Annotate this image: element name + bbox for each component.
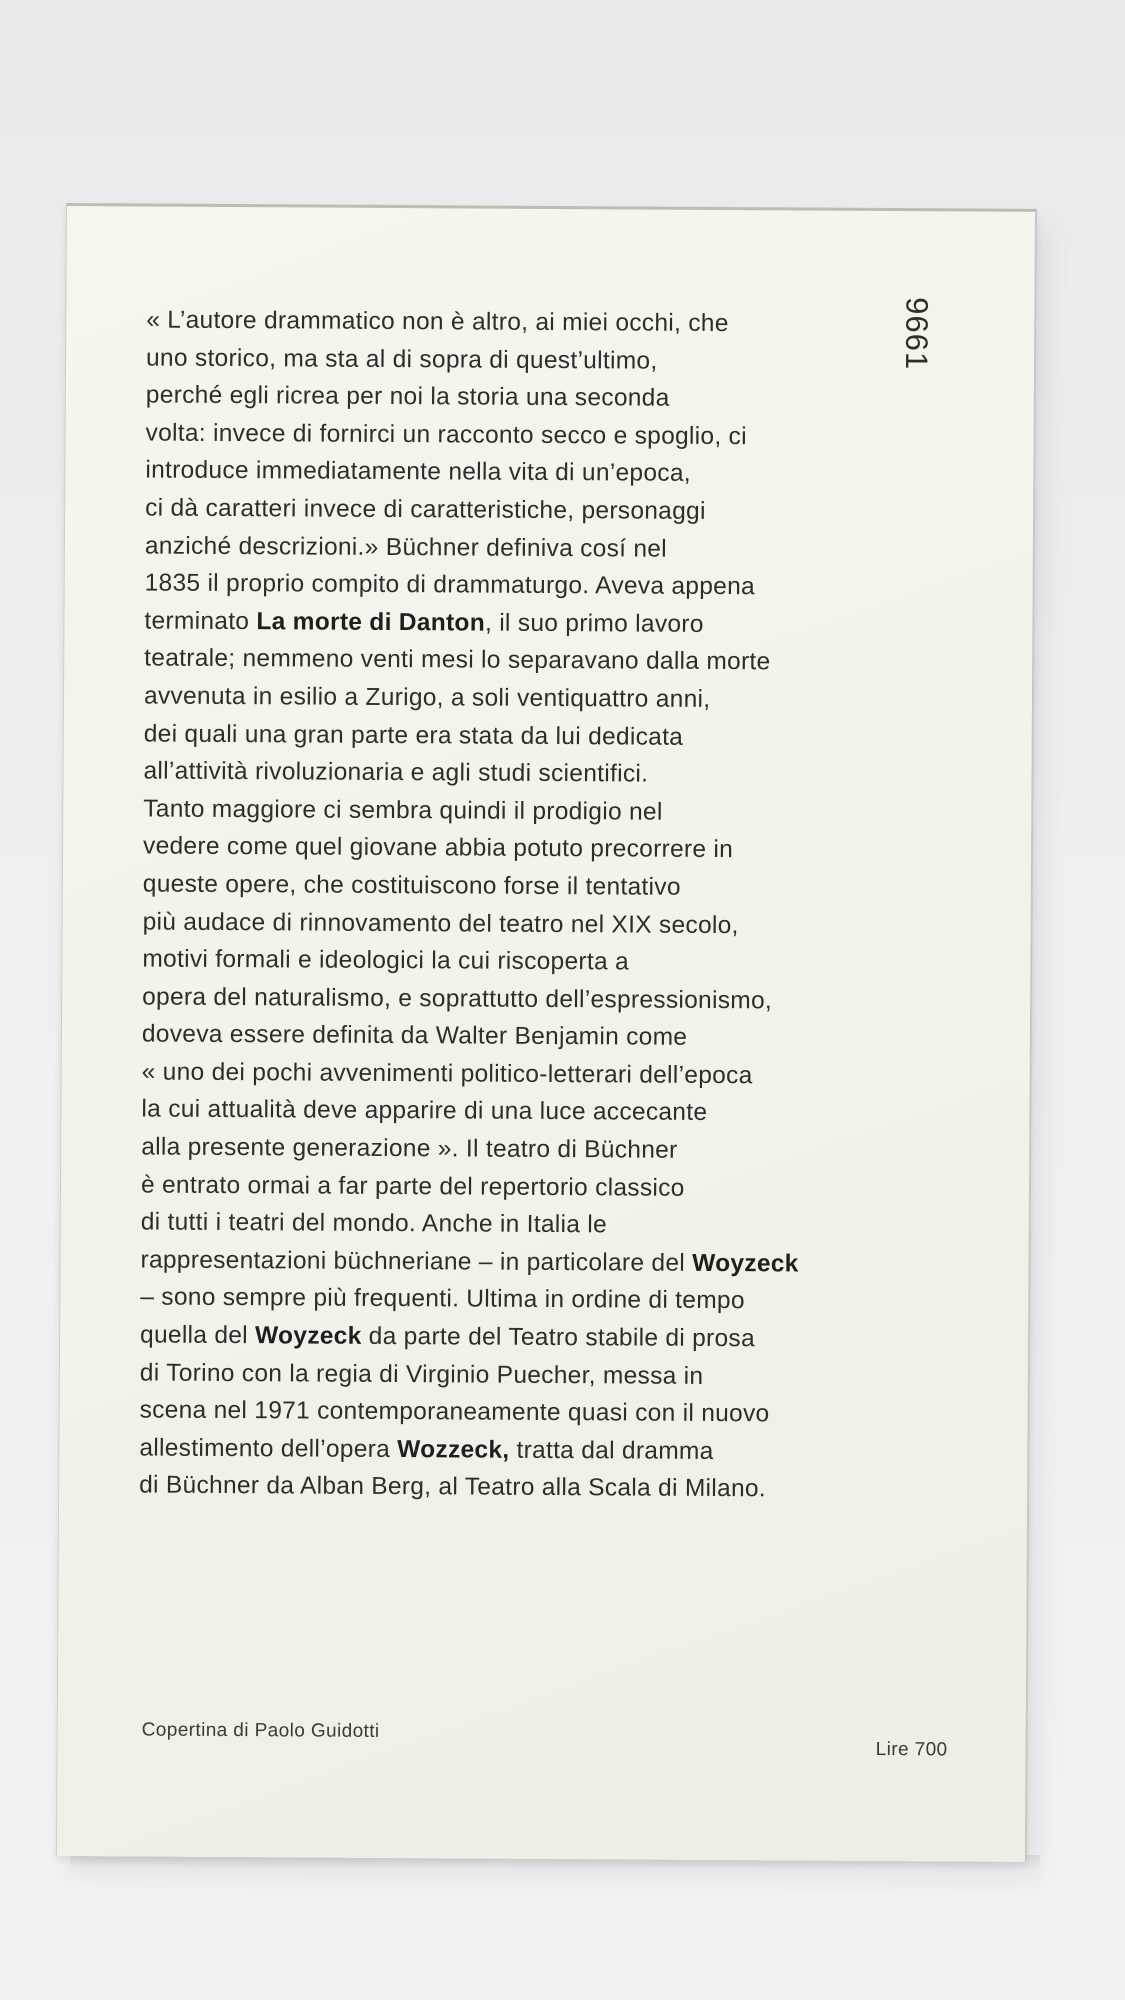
title-woyzeck: Woyzeck — [692, 1249, 799, 1278]
blurb-line: la cui attualità deve apparire di una luce accecante — [141, 1095, 708, 1127]
blurb-line — [144, 602, 974, 645]
blurb-line: opera del naturalismo, e soprattutto dell’espressionismo, — [142, 983, 773, 1015]
blurb-text-run: tratta dal dramma — [509, 1436, 714, 1465]
blurb-line: vedere come quel giovane abbia potuto precorrere in — [142, 832, 734, 864]
blurb-line: uno storico, ma sta al di sopra di quest’ultimo, — [145, 344, 658, 375]
spine-number: 9661 — [898, 297, 935, 371]
blurb-line — [140, 1241, 970, 1284]
blurb-text-run: da parte del Teatro stabile di prosa — [361, 1322, 756, 1353]
blurb-line: introduce immediatamente nella vita di un’epoca, — [145, 456, 691, 488]
blurb-line: ci dà caratteri invece di caratteristiche, personaggi — [145, 494, 706, 525]
blurb-line: è entrato ormai a far parte del repertorio classico — [140, 1171, 685, 1202]
blurb-line: 1835 il proprio compito di drammaturgo. Aveva appena — [144, 569, 756, 601]
blurb-text-run: quella del — [140, 1321, 256, 1350]
title-woyzeck: Woyzeck — [255, 1322, 362, 1350]
blurb-line: di Torino con la regia di Virginio Puecher, messa in — [139, 1359, 704, 1390]
blurb-line: « uno dei pochi avvenimenti politico-letterari dell’epoca — [141, 1058, 753, 1090]
blurb-line: perché egli ricrea per noi la storia una seconda — [145, 381, 670, 412]
blurb-line: più audace di rinnovamento del teatro nel XIX secolo, — [142, 907, 739, 939]
book-back-cover — [56, 203, 1037, 1862]
blurb-line: di Büchner da Alban Berg, al Teatro alla Scala di Milano. — [139, 1471, 767, 1503]
title-wozzeck: Wozzeck, — [397, 1435, 510, 1464]
blurb-line: doveva essere definita da Walter Benjamin come — [141, 1020, 688, 1052]
cover-credit: Copertina di Paolo Guidotti — [141, 1719, 380, 1742]
blurb-line — [140, 1317, 970, 1360]
blurb-line: volta: invece di fornirci un racconto secco e spoglio, ci — [145, 419, 747, 450]
blurb-text — [139, 301, 976, 1509]
title-la-morte-di-danton: La morte di Danton — [256, 607, 486, 637]
blurb-line: anziché descrizioni.» Büchner definiva cosí nel — [144, 532, 668, 563]
blurb-text-run: rappresentazioni büchneriane – in particolare del — [140, 1246, 693, 1277]
blurb-line: avvenuta in esilio a Zurigo, a soli ventiquattro anni, — [143, 682, 711, 713]
blurb-line: di tutti i teatri del mondo. Anche in Italia le — [140, 1208, 608, 1239]
blurb-text-run: allestimento dell’opera — [139, 1434, 398, 1463]
blurb-line: dei quali una gran parte era stata da lui dedicata — [143, 720, 684, 751]
blurb-text-run: , il suo primo lavoro — [484, 609, 704, 638]
blurb-line: all’attività rivoluzionaria e agli studi scientifici. — [143, 757, 649, 788]
blurb-line: scena nel 1971 contemporaneamente quasi con il nuovo — [139, 1396, 770, 1428]
blurb-line: – sono sempre più frequenti. Ultima in ordine di tempo — [140, 1283, 745, 1315]
blurb-line: queste opere, che costituiscono forse il tentativo — [142, 870, 681, 901]
blurb-text-run: terminato — [144, 607, 257, 635]
price-label: Lire 700 — [875, 1738, 948, 1761]
blurb-line — [139, 1429, 969, 1472]
blurb-line: Tanto maggiore ci sembra quindi il prodigio nel — [143, 795, 663, 826]
blurb-line: motivi formali e ideologici la cui riscoperta a — [142, 945, 630, 976]
blurb-line: « L’autore drammatico non è altro, ai miei occhi, che — [146, 306, 729, 338]
blurb-line: alla presente generazione ». Il teatro di Büchner — [141, 1133, 678, 1164]
blurb-line: teatrale; nemmeno venti mesi lo separavano dalla morte — [144, 644, 771, 676]
